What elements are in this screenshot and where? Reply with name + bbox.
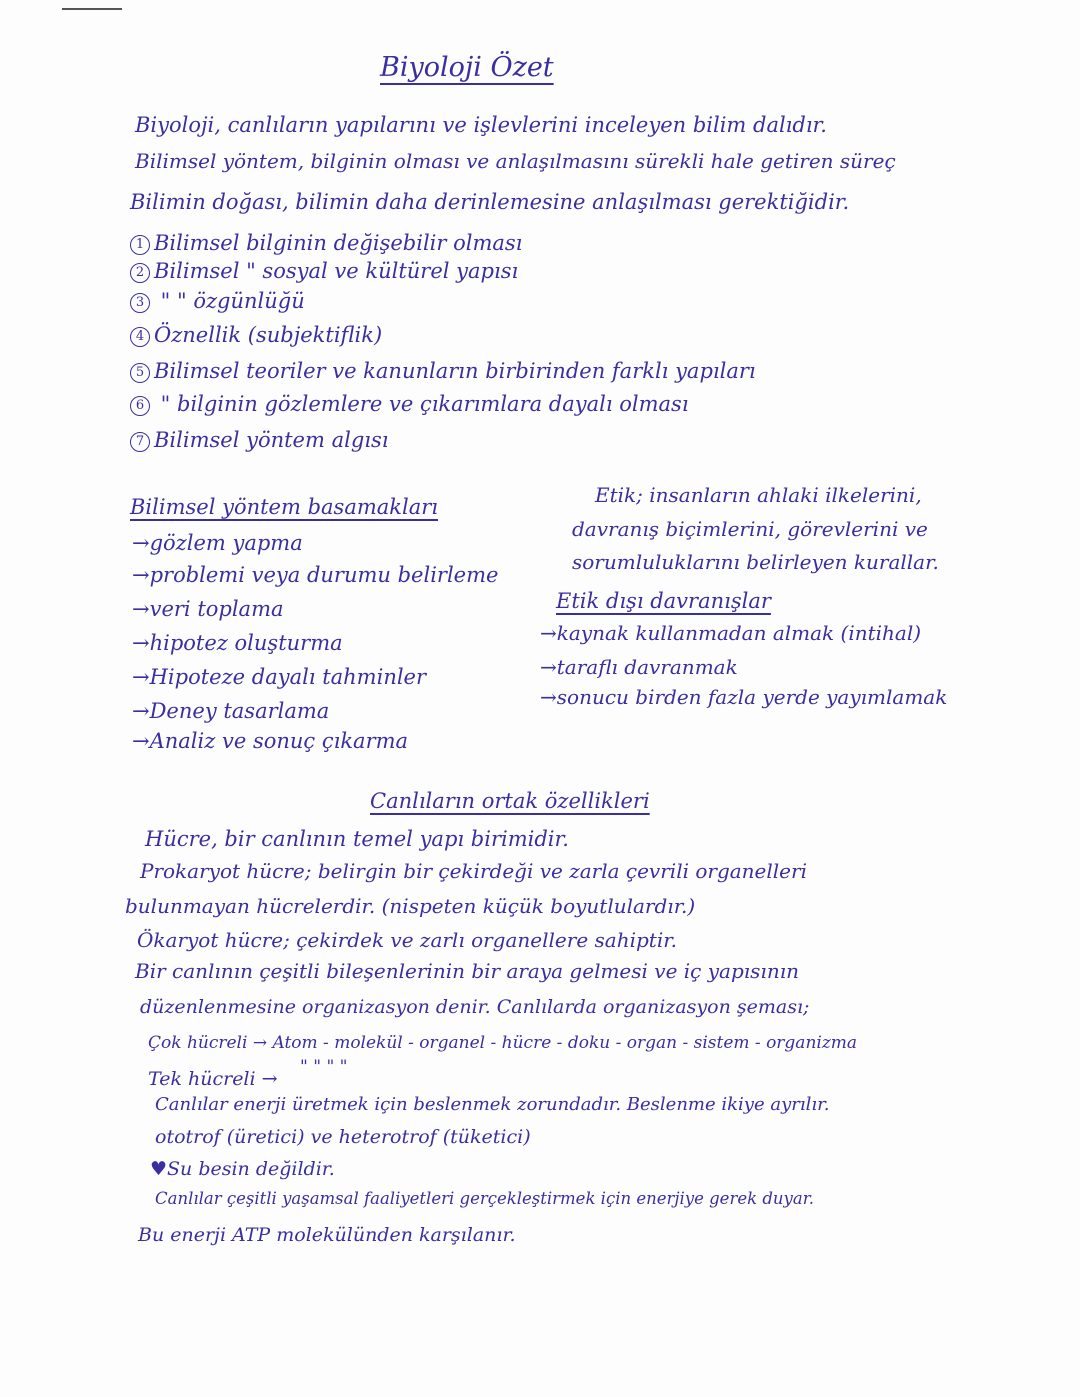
list-item	[130, 230, 522, 256]
list-item	[130, 358, 756, 384]
etik-line: Etik; insanların ahlaki ilkelerini,	[595, 483, 922, 507]
list-item-text: Bilimsel yöntem algısı	[154, 428, 389, 452]
ditto-marks: " " " "	[300, 1057, 348, 1077]
body-line: bulunmayan hücrelerdir. (nispeten küçük boyutlulardır.)	[125, 894, 696, 918]
body-line: ototrof (üretici) ve heterotrof (tüketici)	[155, 1126, 531, 1148]
etik-line: davranış biçimlerini, görevlerini ve	[572, 517, 928, 541]
body-line: düzenlenmesine organizasyon denir. Canlılarda organizasyon şeması;	[140, 996, 810, 1018]
list-number: 2	[130, 263, 150, 283]
intro-line: Biyoloji, canlıların yapılarını ve işlevlerini inceleyen bilim dalıdır.	[135, 113, 827, 137]
list-item: →taraflı davranmak	[540, 655, 738, 679]
list-item: →kaynak kullanmadan almak (intihal)	[540, 621, 922, 645]
body-line: Ökaryot hücre; çekirdek ve zarlı organellere sahiptir.	[137, 928, 677, 952]
section-heading: Bilimsel yöntem basamakları	[130, 495, 438, 519]
list-item	[130, 322, 382, 348]
list-item: →hipotez oluşturma	[132, 631, 343, 655]
list-number: 1	[130, 235, 150, 255]
body-line: Tek hücreli →	[148, 1068, 278, 1090]
list-item: →Hipoteze dayalı tahminler	[132, 665, 427, 689]
list-item-text: " bilginin gözlemlere ve çıkarımlara dayalı olması	[154, 392, 689, 416]
list-item	[130, 391, 689, 417]
list-item: →Analiz ve sonuç çıkarma	[132, 729, 409, 753]
body-line: Canlılar enerji üretmek için beslenmek zorundadır. Beslenme ikiye ayrılır.	[155, 1094, 830, 1115]
section-heading: Canlıların ortak özellikleri	[370, 789, 650, 813]
list-item: →gözlem yapma	[132, 531, 303, 555]
body-line: Hücre, bir canlının temel yapı birimidir.	[145, 827, 569, 851]
list-number: 6	[130, 396, 150, 416]
list-item-text: Bilimsel bilginin değişebilir olması	[154, 231, 523, 255]
list-item: →Deney tasarlama	[132, 699, 330, 723]
list-item	[130, 288, 305, 314]
etik-line: sorumluluklarını belirleyen kurallar.	[572, 550, 939, 574]
pen-mark	[62, 8, 122, 10]
body-line: Bu enerji ATP molekülünden karşılanır.	[138, 1224, 516, 1246]
body-line: ♥Su besin değildir.	[150, 1158, 335, 1180]
body-line: Çok hücreli → Atom - molekül - organel - hücre - doku - organ - sistem - organizma	[148, 1033, 858, 1053]
list-item-text: Bilimsel teoriler ve kanunların birbirinden farklı yapıları	[154, 359, 756, 383]
list-number: 4	[130, 327, 150, 347]
list-item	[130, 258, 518, 284]
intro-line: Bilimin doğası, bilimin daha derinlemesine anlaşılması gerektiğidir.	[130, 190, 850, 214]
body-line: Canlılar çeşitli yaşamsal faaliyetleri gerçekleştirmek için enerjiye gerek duyar.	[155, 1189, 815, 1208]
list-number: 7	[130, 432, 150, 452]
list-item: →problemi veya durumu belirleme	[132, 563, 499, 587]
list-item-text: Bilimsel " sosyal ve kültürel yapısı	[154, 259, 519, 283]
intro-line: Bilimsel yöntem, bilginin olması ve anlaşılmasını sürekli hale getiren süreç	[135, 149, 896, 173]
list-item: →sonucu birden fazla yerde yayımlamak	[540, 685, 948, 709]
list-item: →veri toplama	[132, 597, 284, 621]
list-item-text: Öznellik (subjektiflik)	[154, 323, 383, 347]
page-title: Biyoloji Özet	[380, 52, 554, 83]
list-item	[130, 427, 388, 453]
list-item-text: " " özgünlüğü	[154, 289, 305, 313]
body-line: Bir canlının çeşitli bileşenlerinin bir araya gelmesi ve iç yapısının	[135, 959, 799, 983]
body-line: Prokaryot hücre; belirgin bir çekirdeği ve zarla çevrili organelleri	[140, 859, 807, 883]
list-number: 5	[130, 363, 150, 383]
list-number: 3	[130, 293, 150, 313]
section-heading: Etik dışı davranışlar	[556, 589, 771, 613]
